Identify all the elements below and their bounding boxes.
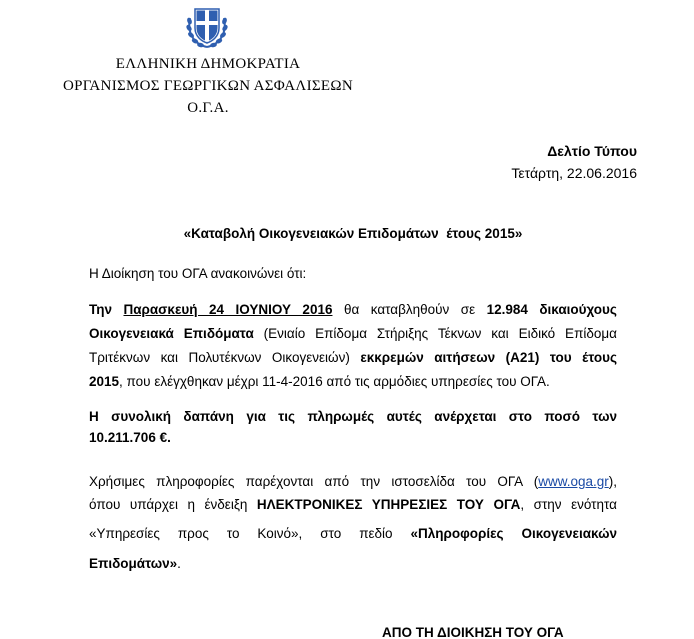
total-cost-amount: 10.211.706 €. — [89, 430, 171, 445]
greek-coat-of-arms-icon — [184, 4, 230, 50]
header-line-1: ΕΛΛΗΝΙΚΗ ΔΗΜΟΚΡΑΤΙΑ — [115, 56, 301, 72]
para1-line1 — [89, 302, 617, 317]
para1-checked: , που ελέγχθηκαν μέχρι 11-4-2016 από τις αρμόδιες υπηρεσίες του ΟΓΑ. — [119, 374, 550, 389]
para3-close-paren: ), — [608, 474, 617, 489]
signature: ΑΠΟ ΤΗ ΔΙΟΙΚΗΣΗ ΤΟΥ ΟΓΑ — [382, 625, 564, 639]
para3-line2 — [89, 497, 617, 512]
para1-line3 — [89, 350, 617, 365]
header-line-2: ΟΡΓΑΝΙΣΜΟΣ ΓΕΩΡΓΙΚΩΝ ΑΣΦΑΛΙΣΕΩΝ — [63, 78, 353, 94]
doc-type: Δελτίο Τύπου — [547, 143, 637, 159]
para3-where: όπου υπάρχει η ένδειξη — [89, 497, 248, 512]
para1-line4 — [89, 374, 550, 389]
para3-line1 — [89, 474, 617, 489]
family-allowance-info-field: «Πληροφορίες Οικογενειακών — [410, 526, 617, 541]
allowances-closing: Επιδομάτων» — [89, 556, 178, 571]
para1-families: Τριτέκνων και Πολυτέκνων Οικογενειών) — [89, 350, 350, 365]
beneficiaries-count: 12.984 δικαιούχους — [486, 302, 617, 317]
payment-date: Παρασκευή 24 ΙΟΥΝΙΟΥ 2016 — [123, 302, 333, 317]
para3-line4 — [89, 556, 181, 571]
total-cost-line1: Η συνολική δαπάνη για τις πληρωμές αυτές ανέρχεται στο ποσό των — [89, 409, 617, 424]
header-line-3: Ο.Γ.Α. — [187, 100, 229, 116]
electronic-services: ΗΛΕΚΤΡΟΝΙΚΕΣ ΥΠΗΡΕΣΙΕΣ ΤΟΥ ΟΓΑ — [256, 497, 521, 512]
para1-allowance-types: (Ενιαίο Επίδομα Στήριξης Τέκνων και Ειδικό Επίδομα — [263, 326, 617, 341]
para3-line3 — [89, 526, 617, 541]
para3-useful-info: Χρήσιμες πληροφορίες παρέχονται από την ιστοσελίδα του ΟΓΑ ( — [89, 474, 539, 489]
doc-date: Τετάρτη, 22.06.2016 — [511, 165, 637, 181]
page-title: «Καταβολή Οικογενειακών Επιδομάτων έτους 2015» — [183, 226, 523, 241]
oga-website-link[interactable]: www.oga.gr — [538, 474, 609, 489]
para3-period: . — [177, 556, 181, 571]
intro-text: Η Διοίκηση του ΟΓΑ ανακοινώνει ότι: — [89, 266, 307, 281]
para1-the: Την — [89, 302, 112, 317]
para3-section: , στην ενότητα — [520, 497, 617, 512]
para1-will-be-paid: θα καταβληθούν σε — [343, 302, 476, 317]
para1-line2 — [89, 326, 617, 341]
year-2015: 2015 — [89, 374, 120, 389]
pending-applications: εκκρεμών αιτήσεων (Α21) του έτους — [360, 350, 617, 365]
family-allowances: Οικογενειακά Επιδόματα — [89, 326, 254, 341]
para3-public-services: «Υπηρεσίες προς το Κοινό», στο πεδίο — [89, 526, 393, 541]
